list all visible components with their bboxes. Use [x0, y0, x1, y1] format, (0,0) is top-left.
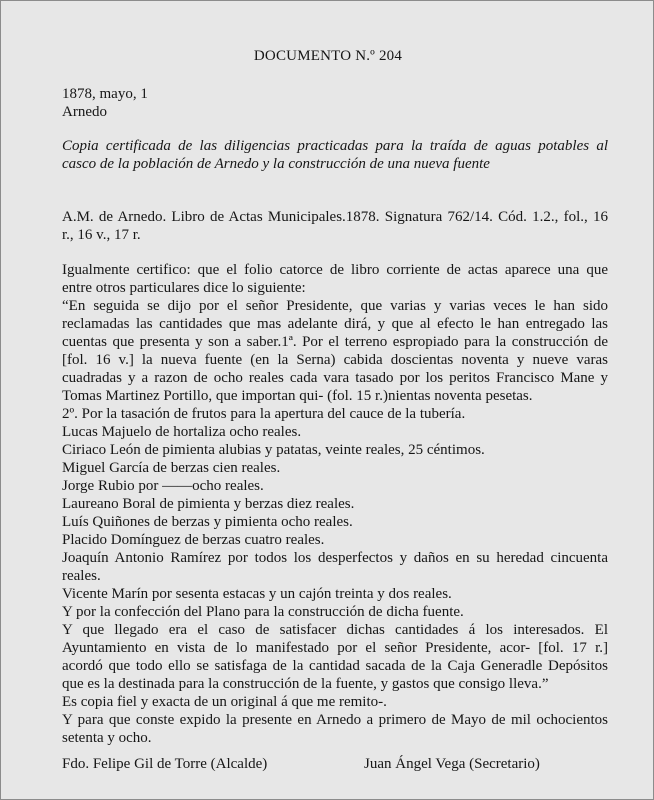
body-line: reclamadas las cantidades que mas adelante dirá, y que al efecto le han entregado las	[62, 316, 608, 332]
document-body	[62, 261, 608, 747]
body-line: Tomas Martinez Portillo, que importan qui- (fol. 15 r.)nientas noventa pesetas.	[62, 388, 533, 404]
body-line: Y por la confección del Plano para la construcción de dicha fuente.	[62, 604, 464, 620]
body-line: Lucas Majuelo de hortaliza ocho reales.	[62, 424, 302, 440]
body-line: Miguel García de berzas cien reales.	[62, 460, 281, 476]
summary-line: Copia certificada de las diligencias practicadas para la traída de aguas potables al	[62, 138, 608, 154]
body-line: Y que llegado era el caso de satisfacer dichas cantidades á los interesados. El	[62, 622, 608, 638]
body-line: Igualmente certifico: que el folio catorce de libro corriente de actas aparece una que	[62, 262, 608, 278]
body-line: setenta y ocho.	[62, 730, 152, 746]
body-line: Jorge Rubio por ——ocho reales.	[62, 478, 264, 494]
summary-line: casco de la población de Arnedo y la construcción de una nueva fuente	[62, 156, 490, 172]
body-line: Es copia fiel y exacta de un original á que me remito-.	[62, 694, 387, 710]
body-line: que es la destinada para la construcción de la fuente, y gastos que consigo lleva.”	[62, 676, 549, 692]
document-summary	[62, 137, 608, 173]
body-line: Ayuntamiento en vista de lo manifestado por el señor Presidente, acor- [fol. 17 r.]	[62, 640, 608, 656]
body-line: Y para que conste expido la presente en Arnedo a primero de Mayo de mil ochocientos	[62, 712, 608, 728]
document-source	[62, 208, 608, 244]
body-line: 2º. Por la tasación de frutos para la apertura del cauce de la tubería.	[62, 406, 466, 422]
body-line: Laureano Boral de pimienta y berzas diez reales.	[62, 496, 355, 512]
body-line: cuadradas y a razon de ocho reales cada vara tasado por los peritos Francisco Mane y	[62, 370, 608, 386]
body-line: cuentas que presenta y son a saber.1ª. Por el terreno espropiado para la construcción de	[62, 334, 608, 350]
source-line: r., 16 v., 17 r.	[62, 227, 141, 243]
document-place: Arnedo	[62, 104, 107, 120]
body-line: Luís Quiñones de berzas y pimienta ocho reales.	[62, 514, 353, 530]
signature-mayor: Fdo. Felipe Gil de Torre (Alcalde)	[62, 756, 268, 772]
body-line: entre otros particulares dice lo siguiente:	[62, 280, 306, 296]
document-title: DOCUMENTO N.º 204	[253, 48, 403, 64]
body-line: Joaquín Antonio Ramírez por todos los desperfectos y daños en su heredad cincuenta	[62, 550, 608, 566]
signature-secretary: Juan Ángel Vega (Secretario)	[364, 756, 540, 772]
document-date: 1878, mayo, 1	[62, 86, 148, 102]
source-line: A.M. de Arnedo. Libro de Actas Municipales.1878. Signatura 762/14. Cód. 1.2., fol., 16	[62, 209, 608, 225]
body-line: acordó que todo ello se satisfaga de la cantidad sacada de la Caja Generadle Depósitos	[62, 658, 608, 674]
body-line: Vicente Marín por sesenta estacas y un cajón treinta y dos reales.	[62, 586, 452, 602]
body-line: [fol. 16 v.] la nueva fuente (en la Serna) cabida doscientas noventa y nueve varas	[62, 352, 608, 368]
body-line: reales.	[62, 568, 101, 584]
body-line: Placido Domínguez de berzas cuatro reales.	[62, 532, 325, 548]
body-line: “En seguida se dijo por el señor Presidente, que varias y varias veces le han sido	[62, 298, 608, 314]
document-header	[62, 85, 608, 121]
body-line: Ciriaco León de pimienta alubias y patatas, veinte reales, 25 céntimos.	[62, 442, 485, 458]
